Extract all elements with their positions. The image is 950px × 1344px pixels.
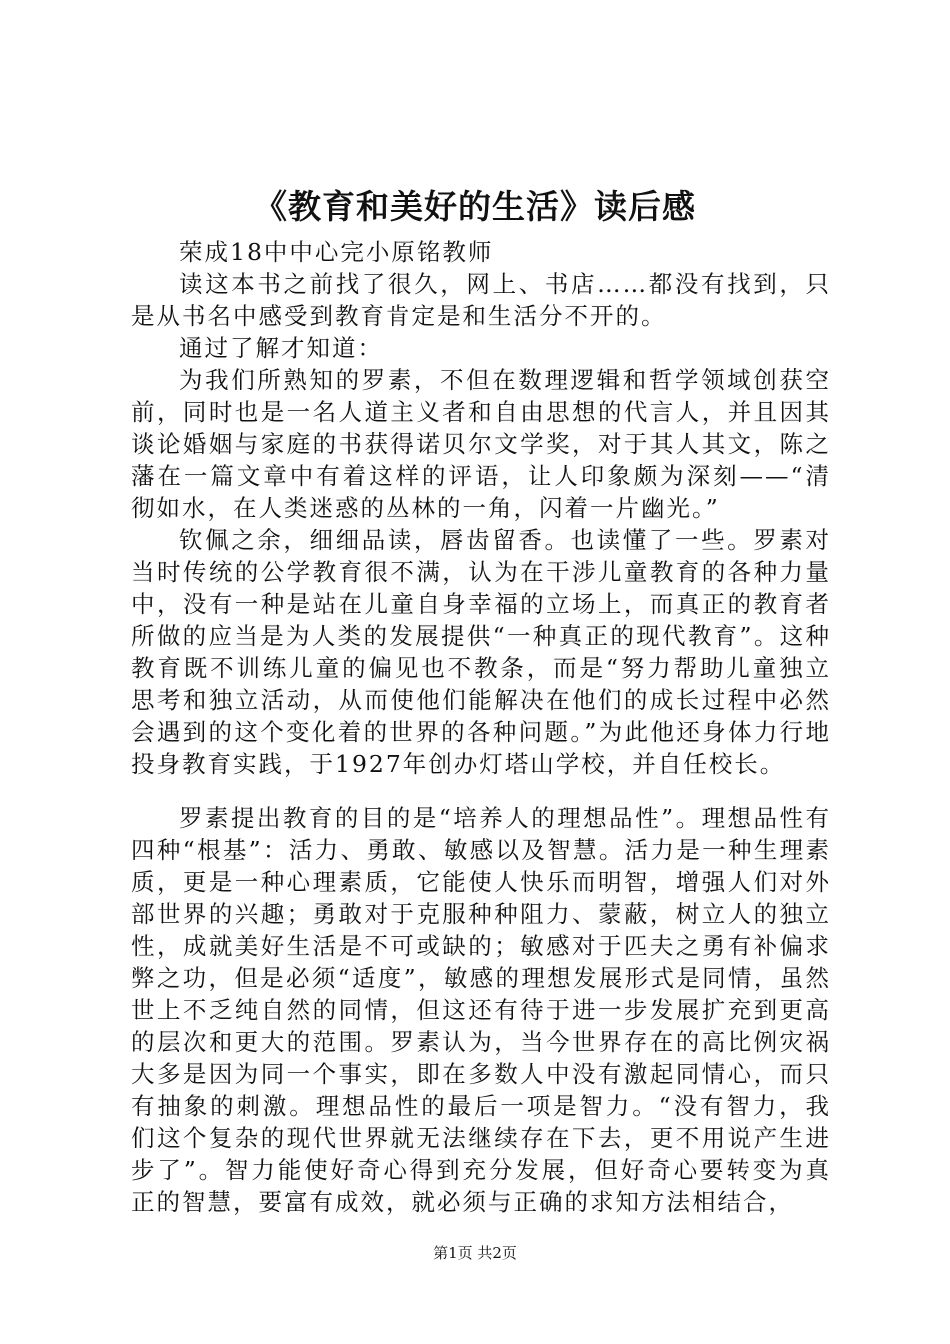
page-footer: 第1页 共2页 xyxy=(433,1244,517,1262)
paragraph: 读这本书之前找了很久，网上、书店……都没有找到，只是从书名中感受到教育肯定是和生活分不开的。 xyxy=(131,270,831,330)
paragraph: 通过了解才知道： xyxy=(179,334,383,362)
paragraph: 钦佩之余，细细品读，唇齿留香。也读懂了一些。罗素对当时传统的公学教育很不满，认为在干涉儿童教育的各种力量中，没有一种是站在儿童自身幸福的立场上，而真正的教育者所做的应当是为人类的发展提供“一种真正的现代教育”。这种教育既不训练儿童的偏见也不教条，而是“努力帮助儿童独立思考和独立活动，从而使他们能解决在他们的成长过程中必然会遇到的这个变化着的世界的各种问题。”为此他还身体力行地投身教育实践，于1927年创办灯塔山学校，并自任校长。 xyxy=(131,526,831,778)
paragraph: 罗素提出教育的目的是“培养人的理想品性”。理想品性有四种“根基”：活力、勇敢、敏感以及智慧。活力是一种生理素质，更是一种心理素质，它能使人快乐而明智，增强人们对外部世界的兴趣；勇敢对于克服种种阻力、蒙蔽，树立人的独立性，成就美好生活是不可或缺的；敏感对于匹夫之勇有补偏求弊之功，但是必须“适度”，敏感的理想发展形式是同情，虽然世上不乏纯自然的同情，但这还有待于进一步发展扩充到更高的层次和更大的范围。罗素认为，当今世界存在的高比例灾祸大多是因为同一个事实，即在多数人中没有激起同情心，而只有抽象的刺激。理想品性的最后一项是智力。“没有智力，我们这个复杂的现代世界就无法继续存在下去，更不用说产生进步了”。智力能使好奇心得到充分发展，但好奇心要转变为真正的智慧，要富有成效，就必须与正确的求知方法相结合， xyxy=(131,804,831,1216)
document-body xyxy=(131,236,831,1218)
author-line: 荣成18中中心完小原铭教师 xyxy=(179,238,494,266)
page-title: 《教育和美好的生活》读后感 xyxy=(254,187,696,226)
paragraph: 为我们所熟知的罗素，不但在数理逻辑和哲学领域创获空前，同时也是一名人道主义者和自由思想的代言人，并且因其谈论婚姻与家庭的书获得诺贝尔文学奖，对于其人其文，陈之藩在一篇文章中有着这样的评语，让人印象颇为深刻——“清彻如水，在人类迷惑的丛林的一角，闪着一片幽光。” xyxy=(131,366,831,522)
